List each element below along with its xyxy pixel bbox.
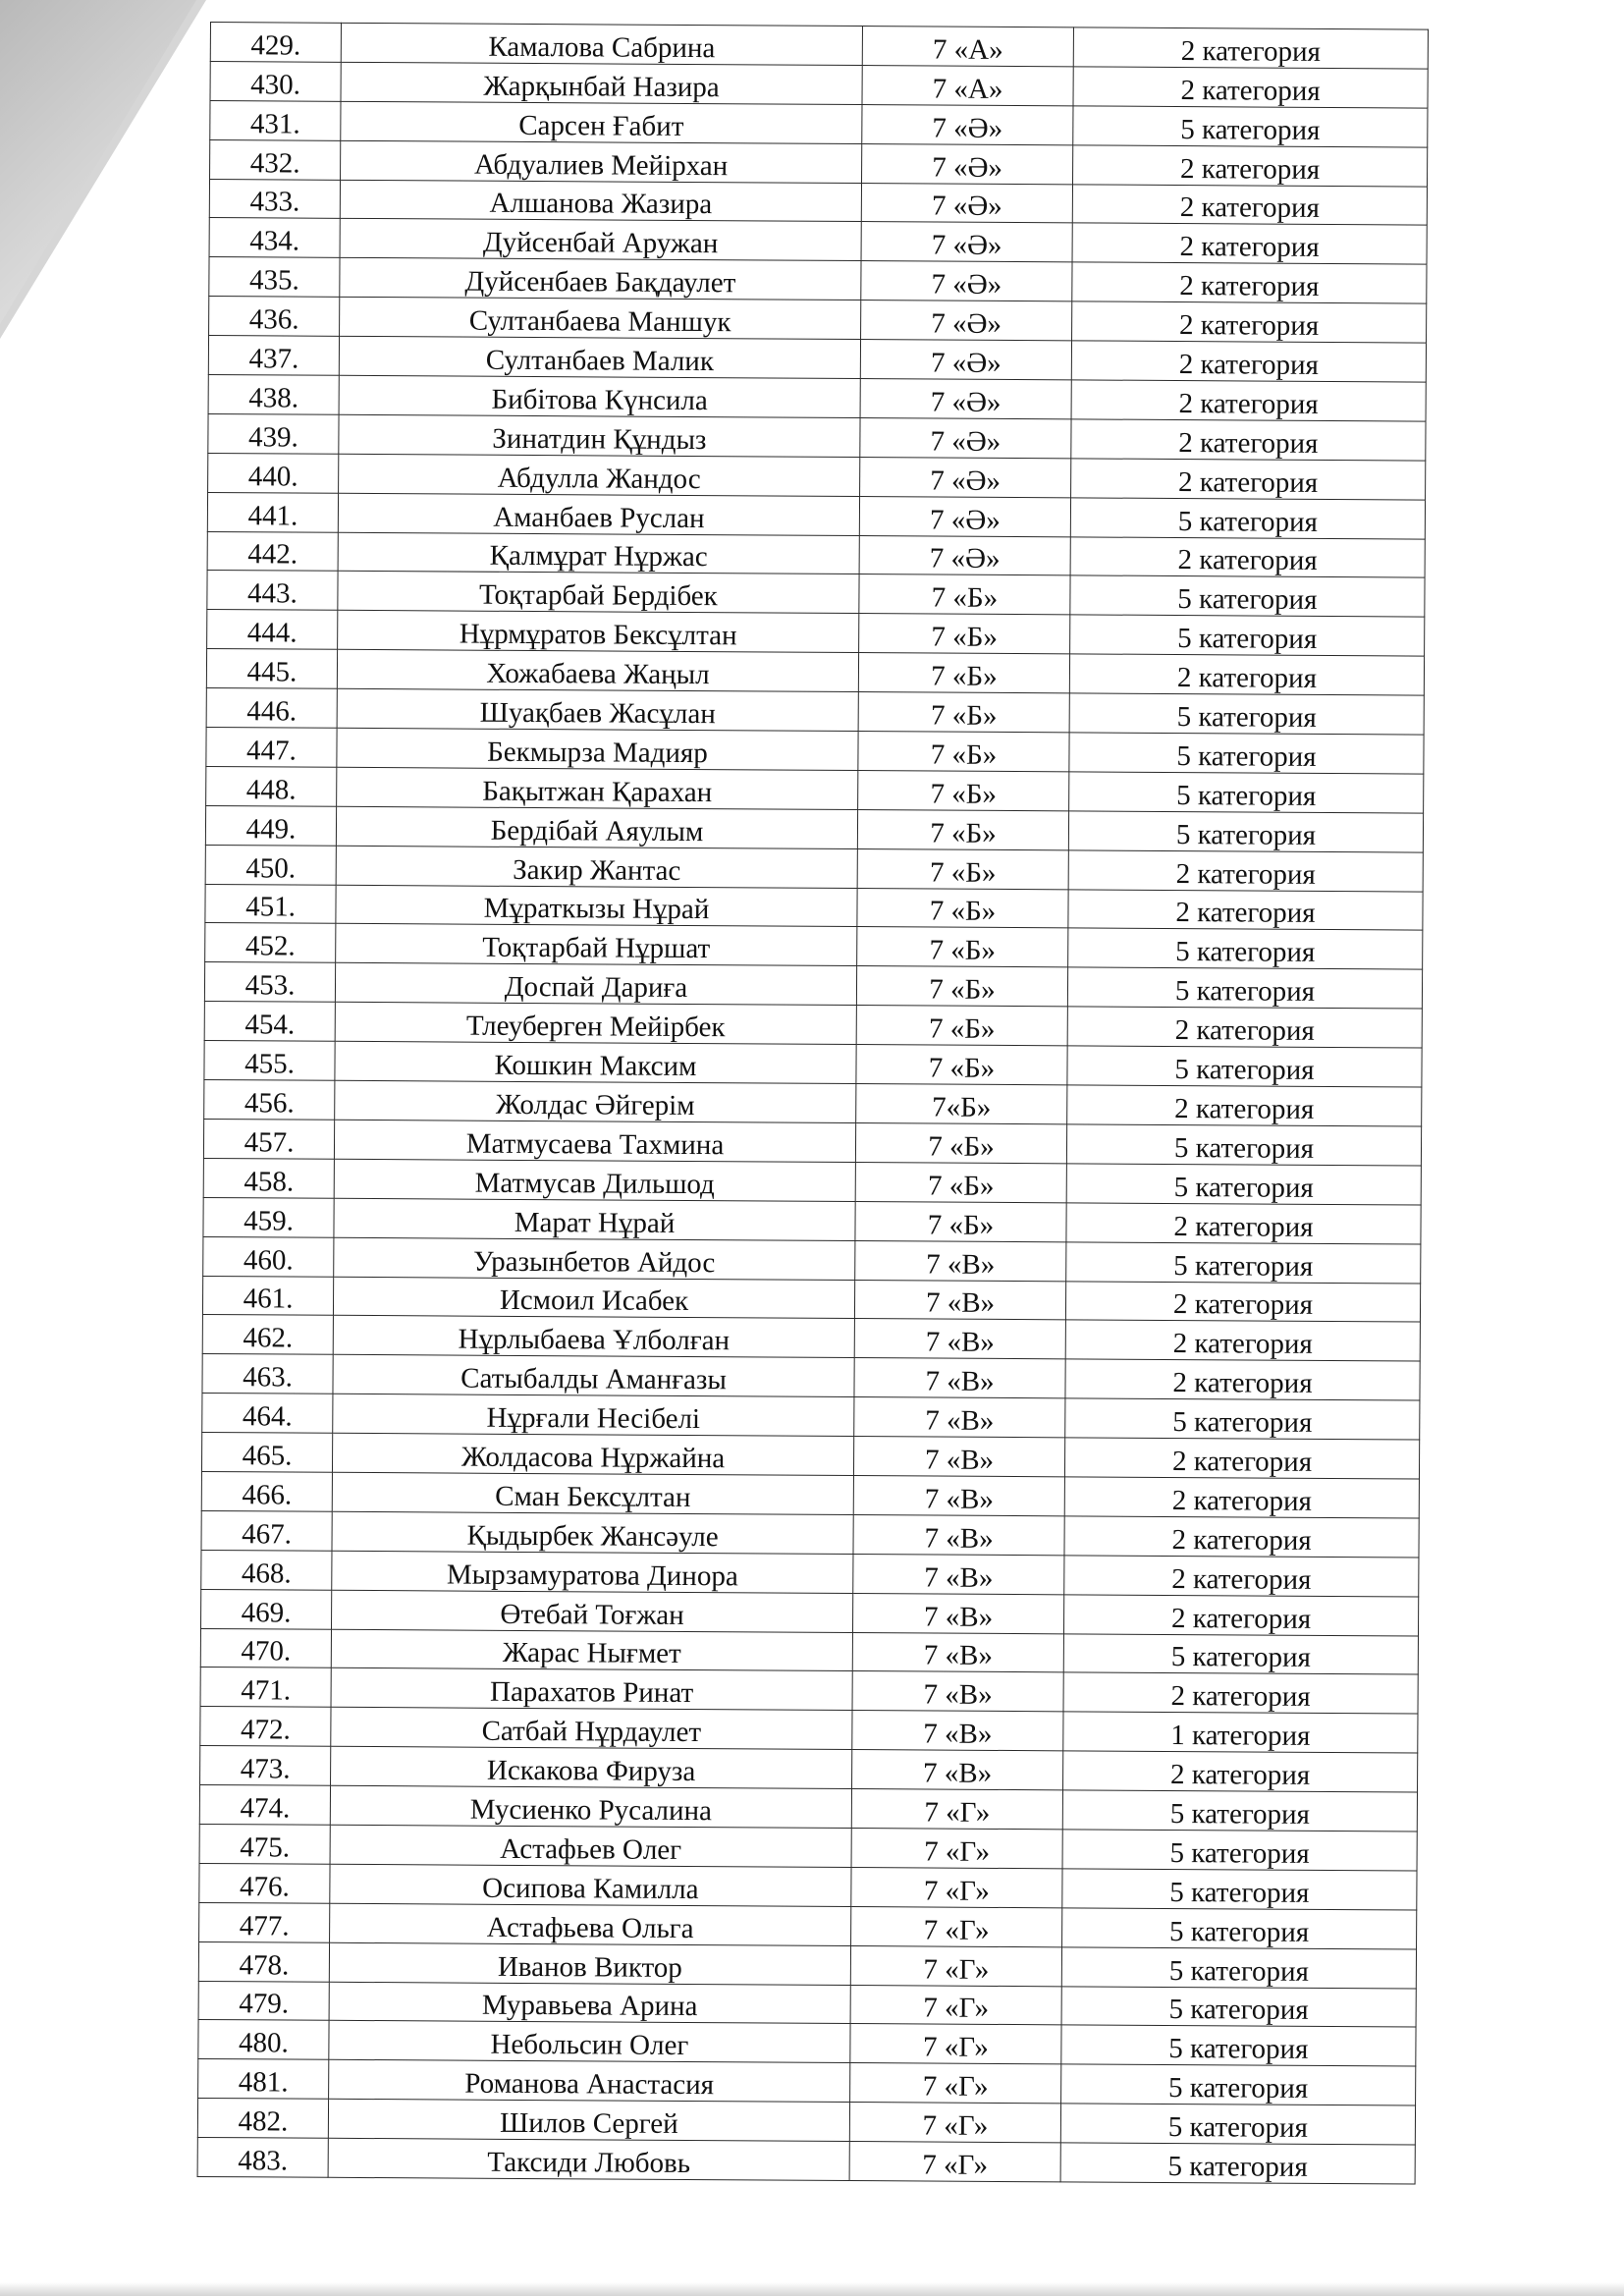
row-number: 439. (208, 413, 339, 454)
category-label: 5 категория (1061, 1986, 1416, 2027)
table-row (197, 2138, 1415, 2184)
class-name: 7 «Ә» (861, 222, 1072, 262)
student-name: Жолдасова Нұржайна (332, 1433, 853, 1475)
row-number: 471. (200, 1667, 331, 1708)
row-number: 456. (204, 1080, 335, 1121)
student-name: Тоқтарбай Нұршат (336, 924, 857, 966)
row-number: 430. (210, 61, 341, 101)
student-name: Небольсин Олег (329, 2021, 850, 2063)
class-name: 7 «Б» (855, 1122, 1066, 1163)
category-label: 2 категория (1068, 850, 1423, 892)
row-number: 443. (207, 571, 338, 611)
student-name: Мусиенко Русалина (330, 1785, 851, 1828)
row-number: 468. (201, 1550, 332, 1590)
class-name: 7 «Б» (856, 966, 1067, 1007)
row-number: 470. (200, 1628, 331, 1668)
category-label: 5 категория (1067, 1046, 1422, 1087)
student-name: Жарас Нығмет (331, 1629, 852, 1671)
row-number: 454. (204, 1002, 335, 1042)
category-label: 2 категория (1064, 1556, 1419, 1597)
class-name: 7 «Г» (851, 1867, 1062, 1907)
class-name: 7 «А» (862, 27, 1073, 67)
student-name: Шуақбаев Жасұлан (337, 688, 858, 731)
category-label: 2 категория (1072, 301, 1427, 343)
category-label: 5 категория (1061, 2025, 1416, 2066)
row-number: 449. (205, 805, 336, 846)
category-label: 5 категория (1065, 1398, 1420, 1440)
student-name: Кошкин Максим (335, 1041, 856, 1083)
category-label: 1 категория (1063, 1712, 1418, 1753)
class-name: 7 «Ә» (860, 417, 1071, 458)
class-name: 7 «В» (852, 1750, 1063, 1790)
class-name: 7 «В» (853, 1554, 1064, 1594)
class-name: 7 «Ә» (860, 457, 1071, 497)
category-label: 2 категория (1067, 1085, 1422, 1126)
row-number: 438. (208, 375, 339, 415)
row-number: 440. (208, 453, 339, 493)
class-name: 7 «Ә» (859, 496, 1070, 536)
row-number: 444. (207, 610, 338, 650)
student-name: Уразынбетов Айдос (334, 1237, 855, 1280)
category-label: 2 категория (1071, 341, 1426, 382)
row-number: 452. (205, 923, 336, 963)
student-name: Парахатов Ринат (331, 1668, 852, 1711)
student-name: Сатыбалды Аманғазы (333, 1355, 854, 1397)
category-label: 5 категория (1061, 2064, 1416, 2105)
row-number: 467. (201, 1510, 332, 1551)
student-name: Бақытжан Қарахан (337, 767, 858, 809)
student-name: Султанбаев Малик (339, 336, 860, 378)
category-label: 2 категория (1065, 1281, 1420, 1322)
folded-corner (0, 0, 196, 324)
row-number: 457. (203, 1119, 334, 1159)
class-name: 7 «Б» (859, 574, 1070, 615)
category-label: 2 категория (1063, 1672, 1418, 1714)
table-body (197, 23, 1428, 2185)
category-label: 2 категория (1066, 1203, 1421, 1244)
student-name: Осипова Камилла (330, 1864, 851, 1906)
class-name: 7 «В» (852, 1711, 1063, 1751)
row-number: 461. (202, 1276, 333, 1316)
class-name: 7«Б» (856, 1084, 1067, 1124)
class-name: 7 «Б» (858, 653, 1069, 693)
category-label: 5 категория (1060, 2143, 1415, 2184)
student-name: Бекмырза Мадияр (337, 728, 858, 770)
category-label: 5 категория (1066, 1124, 1421, 1166)
student-name: Қалмұрат Нұржас (338, 532, 859, 574)
student-name: Романова Анастасия (329, 2060, 850, 2103)
class-name: 7 «Ә» (861, 261, 1072, 301)
student-category-table (197, 22, 1429, 2185)
class-name: 7 «Ә» (861, 301, 1072, 341)
student-name: Нұрлыбаева Ұлболған (333, 1316, 854, 1358)
class-name: 7 «Г» (849, 2142, 1060, 2182)
student-name: Аманбаев Руслан (338, 493, 859, 535)
student-name: Қыдырбек Жансәуле (332, 1511, 853, 1554)
student-name: Абдулла Жандос (339, 454, 860, 496)
student-name: Матмусав Дильшод (334, 1159, 855, 1201)
student-name: Марат Нұрай (334, 1198, 855, 1240)
category-label: 2 категория (1063, 1594, 1418, 1635)
row-number: 441. (207, 492, 338, 532)
class-name: 7 «Б» (857, 809, 1068, 849)
row-number: 460. (203, 1236, 334, 1277)
row-number: 465. (201, 1433, 332, 1473)
student-name: Мырзамуратова Динора (332, 1551, 853, 1593)
class-name: 7 «Б» (856, 1006, 1067, 1046)
row-number: 476. (199, 1863, 330, 1903)
category-label: 5 категория (1069, 693, 1424, 735)
row-number: 483. (197, 2138, 328, 2178)
class-name: 7 «Ә» (860, 340, 1071, 380)
category-label: 5 категория (1070, 498, 1425, 539)
student-name: Таксиди Любовь (328, 2138, 849, 2180)
class-name: 7 «В» (854, 1280, 1065, 1320)
class-name: 7 «В» (855, 1240, 1066, 1281)
category-label: 2 категория (1065, 1359, 1420, 1400)
student-name: Дуйсенбай Аружан (340, 219, 861, 261)
student-name: Доспай Дариға (335, 963, 856, 1006)
student-name: Бибітова Күнсила (339, 375, 860, 417)
category-label: 5 категория (1066, 1164, 1421, 1205)
student-name: Искакова Фируза (331, 1746, 852, 1788)
page-bottom-edge (0, 2282, 1624, 2296)
row-number: 459. (203, 1197, 334, 1237)
class-name: 7 «В» (852, 1593, 1063, 1633)
class-name: 7 «Б» (857, 848, 1068, 889)
class-name: 7 «Б» (858, 770, 1069, 810)
row-number: 458. (203, 1158, 334, 1198)
class-name: 7 «Ә» (862, 104, 1073, 144)
student-name: Жарқынбай Назира (341, 62, 862, 104)
class-name: 7 «Г» (850, 2024, 1061, 2064)
category-label: 5 категория (1066, 1241, 1421, 1283)
category-label: 2 категория (1073, 145, 1428, 187)
class-name: 7 «Б» (855, 1201, 1066, 1241)
student-name: Муравьева Арина (329, 1982, 850, 2024)
class-name: 7 «Г» (850, 1945, 1061, 1986)
row-number: 472. (200, 1707, 331, 1747)
class-name: 7 «Б» (858, 732, 1069, 772)
row-number: 431. (210, 100, 341, 140)
student-name: Шилов Сергей (328, 2099, 849, 2141)
student-name: Абдуалиев Мейірхан (341, 140, 862, 183)
class-name: 7 «Г» (851, 1906, 1062, 1946)
class-name: 7 «Г» (850, 1985, 1061, 2025)
class-name: 7 «Б» (857, 927, 1068, 967)
student-name: Тоқтарбай Бердібек (338, 572, 859, 614)
class-name: 7 «Г» (850, 2063, 1061, 2104)
student-name: Астафьева Ольга (330, 1903, 851, 1945)
category-label: 2 категория (1064, 1516, 1419, 1558)
class-name: 7 «А» (862, 65, 1073, 105)
class-name: 7 «В» (853, 1514, 1064, 1555)
class-name: 7 «В» (854, 1397, 1065, 1438)
category-label: 2 категория (1071, 459, 1426, 500)
category-label: 5 категория (1068, 928, 1423, 969)
row-number: 432. (210, 139, 341, 180)
category-label: 5 категория (1069, 772, 1424, 813)
category-label: 5 категория (1070, 615, 1425, 656)
category-label: 2 категория (1068, 889, 1423, 930)
class-name: 7 «Г» (849, 2103, 1060, 2143)
category-label: 2 категория (1069, 654, 1424, 695)
category-label: 2 категория (1071, 419, 1426, 461)
row-number: 436. (209, 297, 340, 337)
class-name: 7 «Ә» (862, 143, 1073, 184)
category-label: 5 категория (1062, 1908, 1417, 1949)
class-name: 7 «Б» (857, 888, 1068, 928)
row-number: 477. (199, 1902, 330, 1942)
class-name: 7 «В» (852, 1632, 1063, 1672)
student-name: Алшанова Жазира (340, 180, 861, 222)
row-number: 442. (207, 531, 338, 572)
category-label: 5 категория (1070, 575, 1425, 617)
category-label: 5 категория (1061, 1946, 1416, 1988)
category-label: 2 категория (1070, 536, 1425, 577)
student-name: Дуйсенбаев Бақдаулет (340, 258, 861, 301)
category-label: 5 категория (1062, 1869, 1417, 1910)
category-label: 5 категория (1068, 811, 1423, 852)
row-number: 466. (201, 1471, 332, 1511)
class-name: 7 «Ә» (861, 183, 1072, 223)
student-name: Иванов Виктор (329, 1942, 850, 1985)
row-number: 435. (209, 257, 340, 298)
row-number: 469. (201, 1589, 332, 1629)
student-name: Сарсен Ғабит (341, 101, 862, 143)
student-name: Закир Жантас (336, 846, 857, 888)
student-name: Зинатдин Құндыз (339, 414, 860, 457)
category-label: 5 категория (1069, 733, 1424, 774)
category-label: 2 категория (1072, 223, 1427, 264)
class-name: 7 «В» (852, 1671, 1063, 1712)
class-name: 7 «Б» (858, 692, 1069, 733)
row-number: 464. (202, 1394, 333, 1434)
student-name: Исмоил Исабек (333, 1277, 854, 1319)
row-number: 462. (202, 1315, 333, 1355)
category-label: 2 категория (1072, 262, 1427, 303)
student-name: Нұрғали Несібелі (333, 1394, 854, 1436)
row-number: 481. (198, 2059, 329, 2100)
student-name: Тлеуберген Мейірбек (335, 1003, 856, 1045)
student-name: Жолдас Әйгерім (335, 1080, 856, 1122)
row-number: 480. (198, 2020, 329, 2060)
student-name: Өтебай Тоғжан (332, 1590, 853, 1632)
row-number: 445. (206, 649, 337, 689)
row-number: 446. (206, 688, 337, 729)
category-label: 2 категория (1072, 184, 1427, 225)
row-number: 437. (208, 336, 339, 376)
student-name: Сман Бексұлтан (332, 1472, 853, 1514)
row-number: 474. (199, 1785, 330, 1826)
row-number: 447. (206, 728, 337, 768)
category-label: 5 категория (1062, 1830, 1417, 1871)
row-number: 450. (205, 845, 336, 885)
row-number: 429. (210, 23, 341, 63)
student-name: Султанбаева Маншук (340, 298, 861, 340)
class-name: 7 «Г» (851, 1828, 1062, 1868)
category-label: 5 категория (1060, 2104, 1415, 2145)
class-name: 7 «Г» (851, 1789, 1062, 1830)
student-name: Матмусаева Тахмина (334, 1120, 855, 1162)
row-number: 451. (205, 884, 336, 924)
category-label: 5 категория (1063, 1633, 1418, 1674)
category-label: 2 категория (1064, 1477, 1419, 1518)
category-label: 2 категория (1067, 1007, 1422, 1048)
category-label: 2 категория (1073, 67, 1428, 108)
category-label: 2 категория (1065, 1320, 1420, 1361)
row-number: 433. (209, 179, 340, 219)
student-name: Мұраткызы Нұрай (336, 885, 857, 927)
student-name: Хожабаева Жаңыл (337, 650, 858, 692)
class-name: 7 «Б» (856, 1045, 1067, 1085)
row-number: 475. (199, 1824, 330, 1864)
student-name: Камалова Сабрина (341, 23, 862, 65)
student-table-container (197, 22, 1428, 2185)
class-name: 7 «В» (853, 1475, 1064, 1515)
class-name: 7 «В» (854, 1358, 1065, 1398)
student-name: Астафьев Олег (330, 1825, 851, 1867)
row-number: 479. (198, 1981, 329, 2021)
category-label: 2 категория (1063, 1751, 1418, 1792)
class-name: 7 «Б» (859, 614, 1070, 654)
category-label: 2 категория (1064, 1438, 1419, 1479)
class-name: 7 «В» (853, 1437, 1064, 1477)
row-number: 434. (209, 218, 340, 258)
row-number: 473. (200, 1746, 331, 1786)
class-name: 7 «Ә» (860, 379, 1071, 419)
class-name: 7 «Ә» (859, 535, 1070, 575)
class-name: 7 «Б» (855, 1162, 1066, 1202)
student-name: Бердібай Аяулым (336, 806, 857, 848)
row-number: 478. (198, 1941, 329, 1982)
class-name: 7 «В» (854, 1319, 1065, 1359)
category-label: 5 категория (1073, 106, 1428, 147)
row-number: 455. (204, 1041, 335, 1081)
row-number: 482. (197, 2099, 328, 2139)
category-label: 5 категория (1062, 1790, 1417, 1831)
category-label: 2 категория (1071, 380, 1426, 421)
category-label: 5 категория (1067, 967, 1422, 1009)
student-name: Нұрмұратов Бексұлтан (338, 611, 859, 653)
row-number: 453. (204, 962, 335, 1003)
row-number: 448. (206, 766, 337, 806)
student-name: Сатбай Нұрдаулет (331, 1708, 852, 1750)
category-label: 2 категория (1073, 27, 1428, 69)
row-number: 463. (202, 1354, 333, 1394)
